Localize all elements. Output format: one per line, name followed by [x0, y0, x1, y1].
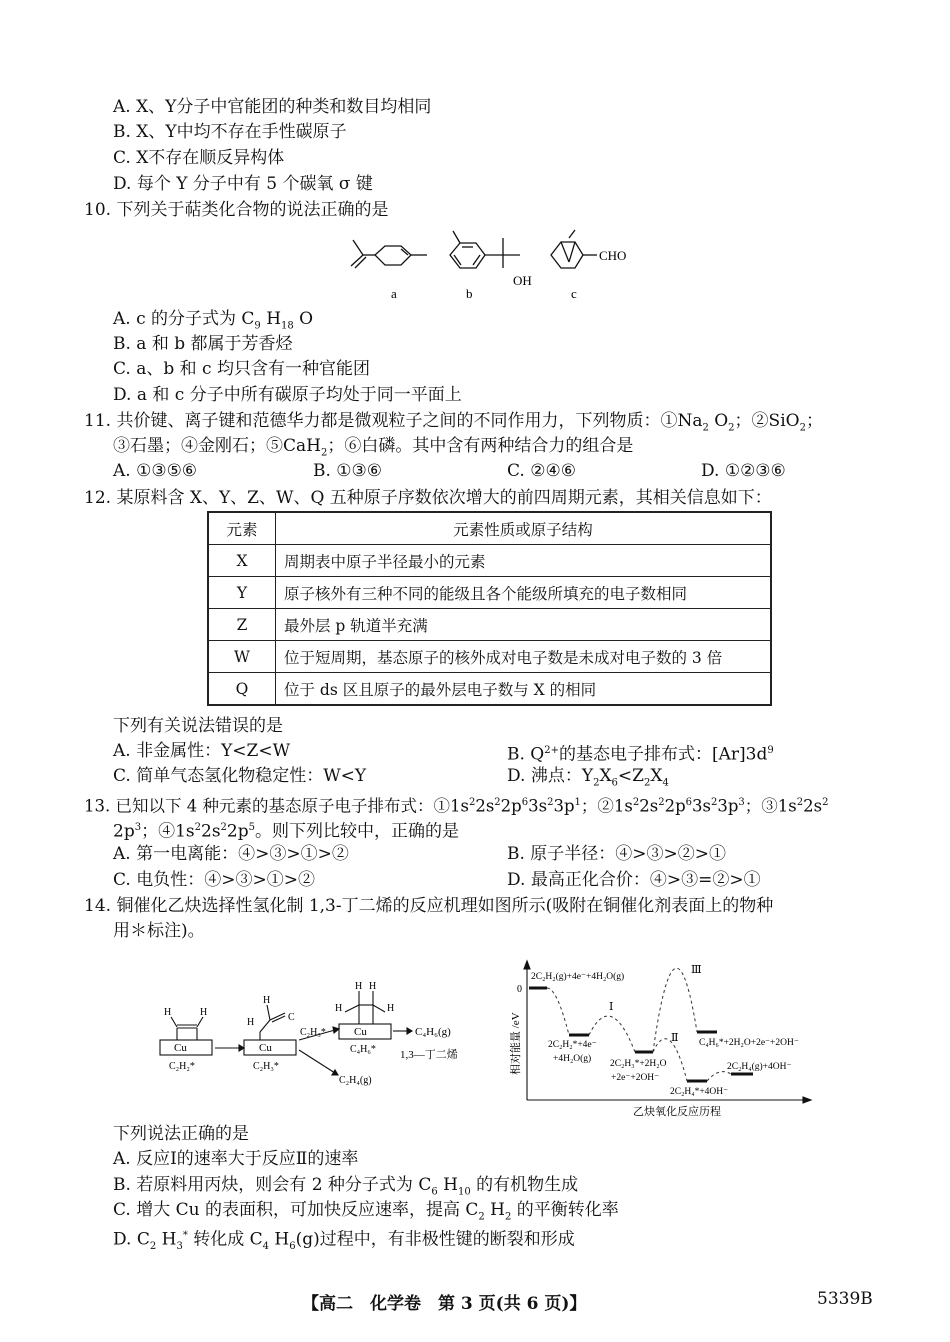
q9-option-b: B. X、Y中均不存在手性碳原子 [113, 122, 347, 142]
q13-option-b: B. 原子半径：④>③>②>① [507, 844, 727, 864]
energy-profile-diagram [505, 955, 830, 1120]
level-5-label: 2C₂H₄(g)+4OH⁻ [727, 1062, 792, 1072]
label-b: b [466, 286, 473, 301]
table-row [208, 577, 771, 609]
q11-option-a: A. ①③⑤⑥ [113, 461, 198, 481]
q11-stem-line1: 11. 共价键、离子键和范德华力都是微观粒子之间的不同作用力，下列物质：$①Na_2$ $O_2$；②SiO$_2$； [84, 411, 823, 434]
q13-option-c: C. 电负性：④>③>①>② [113, 870, 315, 890]
level-0-label: 2C₂H₂(g)+4e⁻+4H₂O(g) [531, 972, 625, 982]
q10-stem: 10. 下列关于萜类化合物的说法正确的是 [84, 200, 389, 220]
q14-stem-line2: 用＊标注)。 [113, 921, 205, 941]
label-c: c [571, 286, 577, 301]
ts-3-label: Ⅲ [691, 964, 702, 976]
q9-option-c: C. X不存在顺反异构体 [113, 148, 285, 168]
product-c2h4: C₂H₄(g) [339, 1075, 372, 1086]
arrow-label-c2h3: C₂H₃* [300, 1027, 326, 1038]
q12-option-a: A. 非金属性：Y<Z<W [113, 741, 291, 761]
header-property: 元素性质或原子结构 [276, 512, 772, 545]
q10-structures [335, 228, 635, 306]
x-axis-label: 乙炔氧化反应历程 [633, 1106, 721, 1118]
level-3-label: 2C₂H₄*+4OH⁻ [670, 1087, 729, 1097]
level-1-label-a: 2C₂H₂*+4e⁻ [548, 1040, 597, 1050]
q13-option-a: A. 第一电离能：④>③>①>② [113, 844, 349, 864]
h-label: H [200, 1007, 208, 1018]
ts-2-label: Ⅱ [671, 1032, 679, 1044]
species-c2h3: C₂H₃* [253, 1061, 279, 1072]
element-info: 原子核外有三种不同的能级且各个能级所填充的电子数相同 [276, 577, 772, 609]
level-2-label-a: 2C₂H₃*+2H₂O [610, 1059, 667, 1069]
page-footer: 【高二 化学卷 第 3 页(共 6 页)】 [302, 1294, 587, 1314]
q9-option-a: A. X、Y分子中官能团的种类和数目均相同 [113, 97, 432, 117]
table-row [208, 673, 771, 706]
product-c4h6: C₄H₆(g) [415, 1026, 451, 1038]
element-symbol: X [208, 545, 276, 577]
exam-code: 5339B [817, 1289, 873, 1309]
butadiene-label: 1,3—丁二烯 [400, 1049, 458, 1061]
label-a: a [391, 286, 397, 301]
element-symbol: Z [208, 609, 276, 641]
q10-option-b: B. a 和 b 都属于芳香烃 [113, 334, 293, 354]
oh-label: OH [513, 273, 532, 288]
cu-label-2: Cu [259, 1042, 272, 1054]
element-symbol: Q [208, 673, 276, 706]
q12-option-d: D. 沸点：$Y_2X_6<Z_2X_4$ [507, 766, 669, 789]
q14-option-d: D. $C_2$ $H_3^*$ 转化成 $C_4$ $H_6(g)$过程中，有非极性键的断裂和形成 [113, 1229, 575, 1253]
q13-stem-line2: $2p^3$；$④1s^22s^22p^5$。则下列比较中，正确的是 [113, 821, 459, 842]
h-label: H [164, 1007, 172, 1018]
q10-option-d: D. a 和 c 分子中所有碳原子均处于同一平面上 [113, 385, 462, 405]
q11-option-c: C. ②④⑥ [507, 461, 576, 481]
element-info: 周期表中原子半径最小的元素 [276, 545, 772, 577]
ts-1-label: Ⅰ [609, 1001, 614, 1013]
c-label: C [288, 1012, 295, 1023]
level-4-label: C₄H₆*+2H₂O+2e⁻+2OH⁻ [699, 1038, 799, 1048]
element-info: 最外层 p 轨道半充满 [276, 609, 772, 641]
h-label: H [247, 1017, 255, 1028]
mechanism-diagram [155, 975, 485, 1090]
cu-label-3: Cu [354, 1026, 367, 1038]
table-header-row [208, 512, 771, 545]
element-info: 位于 ds 区且原子的最外层电子数与 X 的相同 [276, 673, 772, 706]
header-element: 元素 [208, 512, 276, 545]
element-table [207, 511, 772, 706]
q10-option-c: C. a、b 和 c 均只含有一种官能团 [113, 359, 370, 379]
q12-option-c: C. 简单气态氢化物稳定性：W<Y [113, 766, 367, 786]
q14-option-b: B. 若原料用丙炔，则会有 2 种分子式为 $C_6$ $H_{10}$ 的有机物生成 [113, 1175, 579, 1198]
table-row [208, 545, 771, 577]
element-symbol: W [208, 641, 276, 673]
y-axis-label: 相对能量 /eV [510, 1012, 522, 1075]
q13-option-d: D. 最高正化合价：④>③=②>① [507, 870, 761, 890]
q11-option-d: D. ①②③⑥ [701, 461, 786, 481]
q9-option-d: D. 每个 Y 分子中有 5 个碳氧 σ 键 [113, 174, 373, 194]
q14-option-a: A. 反应Ⅰ的速率大于反应Ⅱ的速率 [113, 1149, 359, 1169]
q10-option-a: A. c 的分子式为 $C_9$ $H_{18}$ O [113, 309, 314, 332]
q11-option-b: B. ①③⑥ [313, 461, 383, 481]
h-label: H [263, 995, 271, 1006]
level-2-label-b: +2e⁻+2OH⁻ [611, 1073, 660, 1083]
table-row [208, 609, 771, 641]
h-label: H [369, 981, 377, 992]
h-label: H [335, 1003, 343, 1014]
energy-zero-label: 0 [517, 984, 522, 995]
q14-option-c: C. 增大 Cu 的表面积，可加快反应速率，提高 $C_2$ $H_2$ 的平衡转化率 [113, 1200, 619, 1223]
h-label: H [355, 981, 363, 992]
cu-label-1: Cu [174, 1042, 187, 1054]
element-symbol: Y [208, 577, 276, 609]
q11-stem-line2: ③石墨；④金刚石；⑤CaH$_2$；⑥白磷。其中含有两种结合力的组合是 [113, 436, 634, 459]
species-c4h6: C₄H₆* [350, 1044, 376, 1055]
table-row [208, 641, 771, 673]
q12-question: 下列有关说法错误的是 [113, 716, 283, 736]
h-label: H [387, 1003, 395, 1014]
cho-label: CHO [599, 248, 627, 263]
species-c2h2: C₂H₂* [169, 1061, 195, 1072]
q13-stem-line1: 13. 已知以下 4 种元素的基态原子电子排布式：$①1s^22s^22p^63s^23p^1$；$②1s^22s^22p^63s^23p^3$；$③1s^22s^2$ [84, 796, 829, 816]
element-info: 位于短周期，基态原子的核外成对电子数是未成对电子数的 3 倍 [276, 641, 772, 673]
q12-option-b: B. $Q^{2+}$的基态电子排布式：$[Ar]3d^9$ [507, 744, 774, 765]
q12-stem: 12. 某原料含 X、Y、Z、W、Q 五种原子序数依次增大的前四周期元素，其相关信息如下： [84, 488, 772, 508]
q14-stem-line1: 14. 铜催化乙炔选择性氢化制 1,3-丁二烯的反应机理如图所示(吸附在铜催化剂表面上的物种 [84, 896, 774, 916]
q14-question: 下列说法正确的是 [113, 1124, 249, 1144]
level-1-label-b: +4H₂O(g) [553, 1054, 592, 1064]
